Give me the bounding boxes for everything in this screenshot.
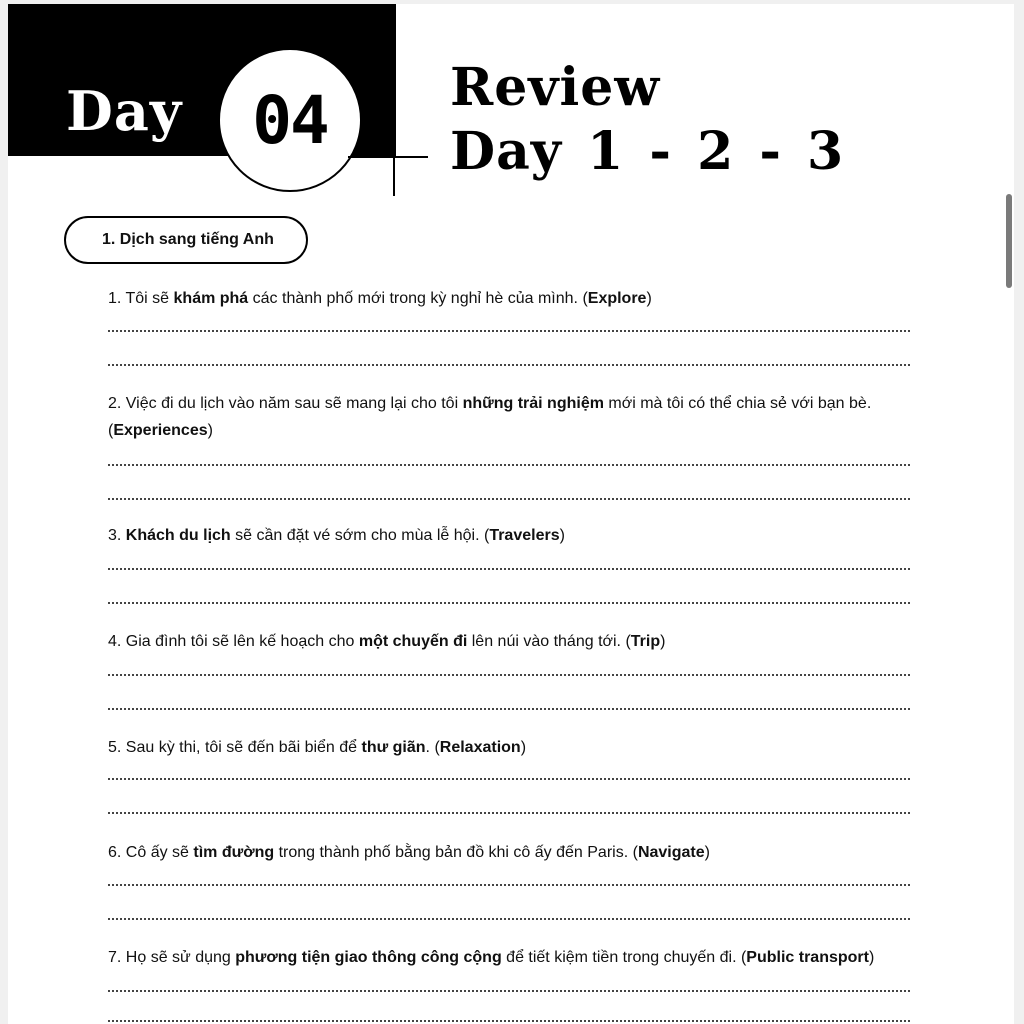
answer-hint: Explore	[587, 290, 647, 307]
page-title: Review	[450, 57, 661, 118]
key-phrase: phương tiện giao thông công cộng	[235, 949, 502, 966]
answer-line[interactable]	[108, 498, 910, 500]
page-subtitle: Day 1 - 2 - 3	[450, 121, 845, 182]
answer-line[interactable]	[108, 464, 910, 466]
question-text: 2. Việc đi du lịch vào năm sau sẽ mang lại cho tôi những trải nghiệm mới mà tôi có thể chia sẻ với bạn bè. (Experiences)	[108, 395, 872, 439]
question-text: 7. Họ sẽ sử dụng phương tiện giao thông công cộng để tiết kiệm tiền trong chuyến đi. (Public transport)	[108, 949, 875, 966]
section-heading-label: 1. Dịch sang tiếng Anh	[102, 231, 274, 248]
answer-line[interactable]	[108, 1020, 910, 1022]
key-phrase: thư giãn	[361, 739, 426, 756]
question-text: 4. Gia đình tôi sẽ lên kế hoạch cho một chuyến đi lên núi vào tháng tới. (Trip)	[108, 633, 666, 650]
key-phrase: khám phá	[173, 290, 249, 307]
answer-line[interactable]	[108, 674, 910, 676]
crosshair-vertical-line	[393, 124, 395, 196]
vertical-scrollbar[interactable]	[1006, 194, 1012, 288]
question-1	[108, 285, 918, 312]
worksheet-page	[8, 4, 1014, 1024]
answer-hint: Relaxation	[439, 739, 521, 756]
question-text: 1. Tôi sẽ khám phá các thành phố mới trong kỳ nghỉ hè của mình. (Explore)	[108, 290, 652, 307]
answer-line[interactable]	[108, 602, 910, 604]
answer-line[interactable]	[108, 812, 910, 814]
question-2	[108, 390, 918, 444]
answer-line[interactable]	[108, 708, 910, 710]
day-label: Day	[66, 79, 183, 143]
answer-line[interactable]	[108, 778, 910, 780]
question-4	[108, 628, 918, 655]
answer-line[interactable]	[108, 568, 910, 570]
crosshair-horizontal-line	[348, 156, 428, 158]
key-phrase: Khách du lịch	[125, 527, 231, 544]
key-phrase: một chuyến đi	[358, 633, 468, 650]
answer-hint: Navigate	[637, 844, 705, 861]
key-phrase: tìm đường	[193, 844, 275, 861]
answer-line[interactable]	[108, 990, 910, 992]
question-text: 6. Cô ấy sẽ tìm đường trong thành phố bằng bản đồ khi cô ấy đến Paris. (Navigate)	[108, 844, 710, 861]
day-number-badge	[218, 48, 362, 192]
answer-line[interactable]	[108, 918, 910, 920]
section-heading	[64, 216, 308, 264]
answer-hint: Travelers	[489, 527, 560, 544]
answer-hint: Experiences	[113, 422, 208, 439]
question-text: 3. Khách du lịch sẽ cần đặt vé sớm cho mùa lễ hội. (Travelers)	[108, 527, 565, 544]
key-phrase: những trải nghiệm	[462, 395, 604, 412]
answer-line[interactable]	[108, 364, 910, 366]
question-text: 5. Sau kỳ thi, tôi sẽ đến bãi biển để thư giãn. (Relaxation)	[108, 739, 527, 756]
question-3	[108, 522, 918, 549]
question-6	[108, 839, 918, 866]
answer-hint: Public transport	[746, 949, 869, 966]
answer-line[interactable]	[108, 330, 910, 332]
question-7	[108, 944, 918, 971]
answer-hint: Trip	[630, 633, 661, 650]
day-number: 04	[252, 81, 328, 159]
question-5	[108, 734, 918, 761]
answer-line[interactable]	[108, 884, 910, 886]
